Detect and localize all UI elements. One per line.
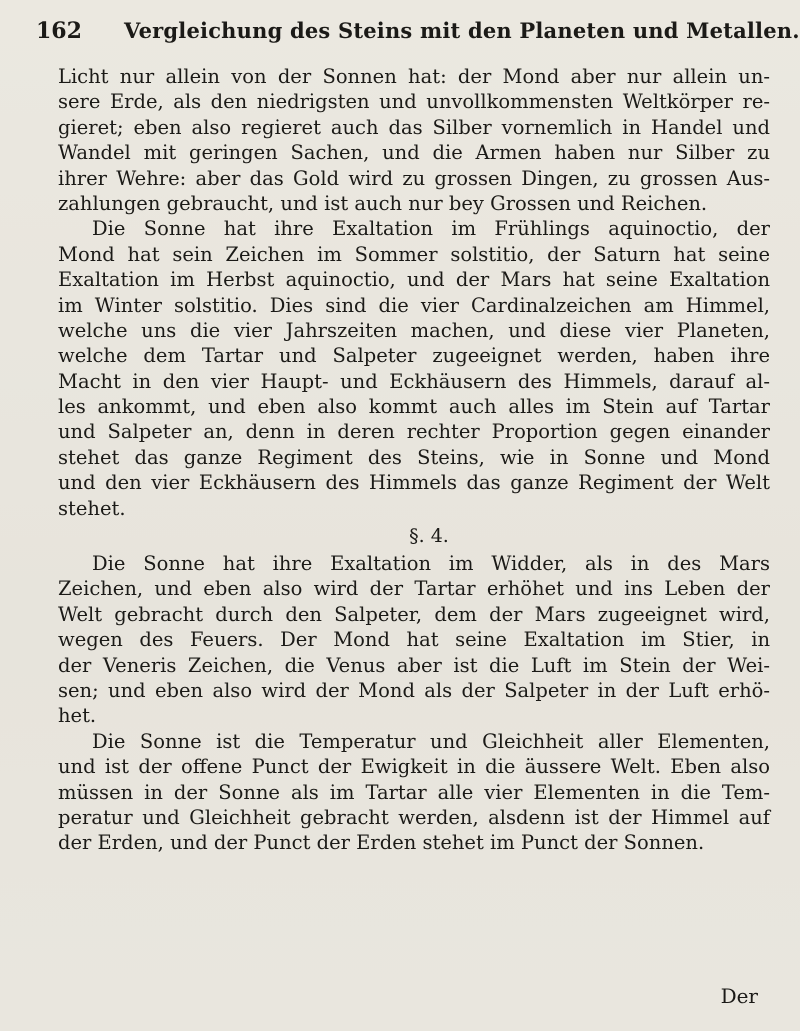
paragraph-3 <box>58 551 770 729</box>
text-line: Mond hat sein Zeichen im Sommer solstitio, der Saturn hat seine <box>58 242 770 266</box>
catchword: Der <box>720 984 758 1008</box>
text-line: und Salpeter an, denn in deren rechter Proportion gegen einander <box>58 420 770 444</box>
text-line: der Erden, und der Punct der Erden stehet im Punct der Sonnen. <box>58 831 705 855</box>
text-line: gieret; eben also regieret auch das Silber vornemlich in Handel und <box>58 115 770 139</box>
text-line: im Winter solstitio. Dies sind die vier Cardinalzeichen am Himmel, <box>58 293 770 317</box>
running-head: Vergleichung des Steins mit den Planeten und Metallen. <box>124 18 800 43</box>
text-line: Exaltation im Herbst aquinoctio, und der Mars hat seine Exaltation <box>58 268 770 292</box>
text-line: Die Sonne hat ihre Exaltation im Frühlings aquinoctio, der <box>92 217 770 241</box>
text-line: ihrer Wehre: aber das Gold wird zu grossen Dingen, zu grossen Aus- <box>58 166 770 190</box>
paragraph-2 <box>58 216 770 521</box>
paragraph-1 <box>58 64 770 216</box>
text-line: Wandel mit geringen Sachen, und die Armen haben nur Silber zu <box>58 141 770 165</box>
text-line: sere Erde, als den niedrigsten und unvollkommensten Weltkörper re- <box>58 90 770 114</box>
text-line: Welt gebracht durch den Salpeter, dem der Mars zugeeignet wird, <box>58 602 770 626</box>
page-number: 162 <box>36 18 82 44</box>
text-line: Macht in den vier Haupt- und Eckhäusern des Himmels, darauf al- <box>58 369 770 393</box>
text-line: wegen des Feuers. Der Mond hat seine Exaltation im Stier, in <box>58 628 770 652</box>
text-line: und ist der offene Punct der Ewigkeit in die äussere Welt. Eben also <box>58 755 770 779</box>
text-line: stehet. <box>58 496 126 520</box>
text-line: Die Sonne ist die Temperatur und Gleichheit aller Elementen, <box>92 729 770 753</box>
text-line: und den vier Eckhäusern des Himmels das ganze Regiment der Welt <box>58 471 770 495</box>
text-line: het. <box>58 704 97 728</box>
text-line: welche dem Tartar und Salpeter zugeeignet werden, haben ihre <box>58 344 770 368</box>
text-line: müssen in der Sonne als im Tartar alle vier Elementen in die Tem- <box>58 780 770 804</box>
paragraph-4 <box>58 729 770 856</box>
text-line: sen; und eben also wird der Mond als der Salpeter in der Luft erhö- <box>58 678 770 702</box>
page-header <box>36 16 800 50</box>
body-text <box>58 64 770 856</box>
text-line: Die Sonne hat ihre Exaltation im Widder, als in des Mars <box>92 552 770 576</box>
text-line: der Veneris Zeichen, die Venus aber ist die Luft im Stein der Wei- <box>58 653 770 677</box>
section-number: §. 4. <box>409 525 449 548</box>
text-line: stehet das ganze Regiment des Steins, wie in Sonne und Mond <box>58 445 770 469</box>
text-line: Licht nur allein von der Sonnen hat: der Mond aber nur allein un- <box>58 65 770 88</box>
text-line: peratur und Gleichheit gebracht werden, alsdenn ist der Himmel auf <box>58 805 770 829</box>
text-line: welche uns die vier Jahrszeiten machen, und diese vier Planeten, <box>58 318 770 342</box>
text-line: Zeichen, und eben also wird der Tartar erhöhet und ins Leben der <box>58 577 770 601</box>
text-line: les ankommt, und eben also kommt auch alles im Stein auf Tartar <box>58 395 770 419</box>
text-line: zahlungen gebraucht, und ist auch nur bey Grossen und Reichen. <box>58 191 708 215</box>
